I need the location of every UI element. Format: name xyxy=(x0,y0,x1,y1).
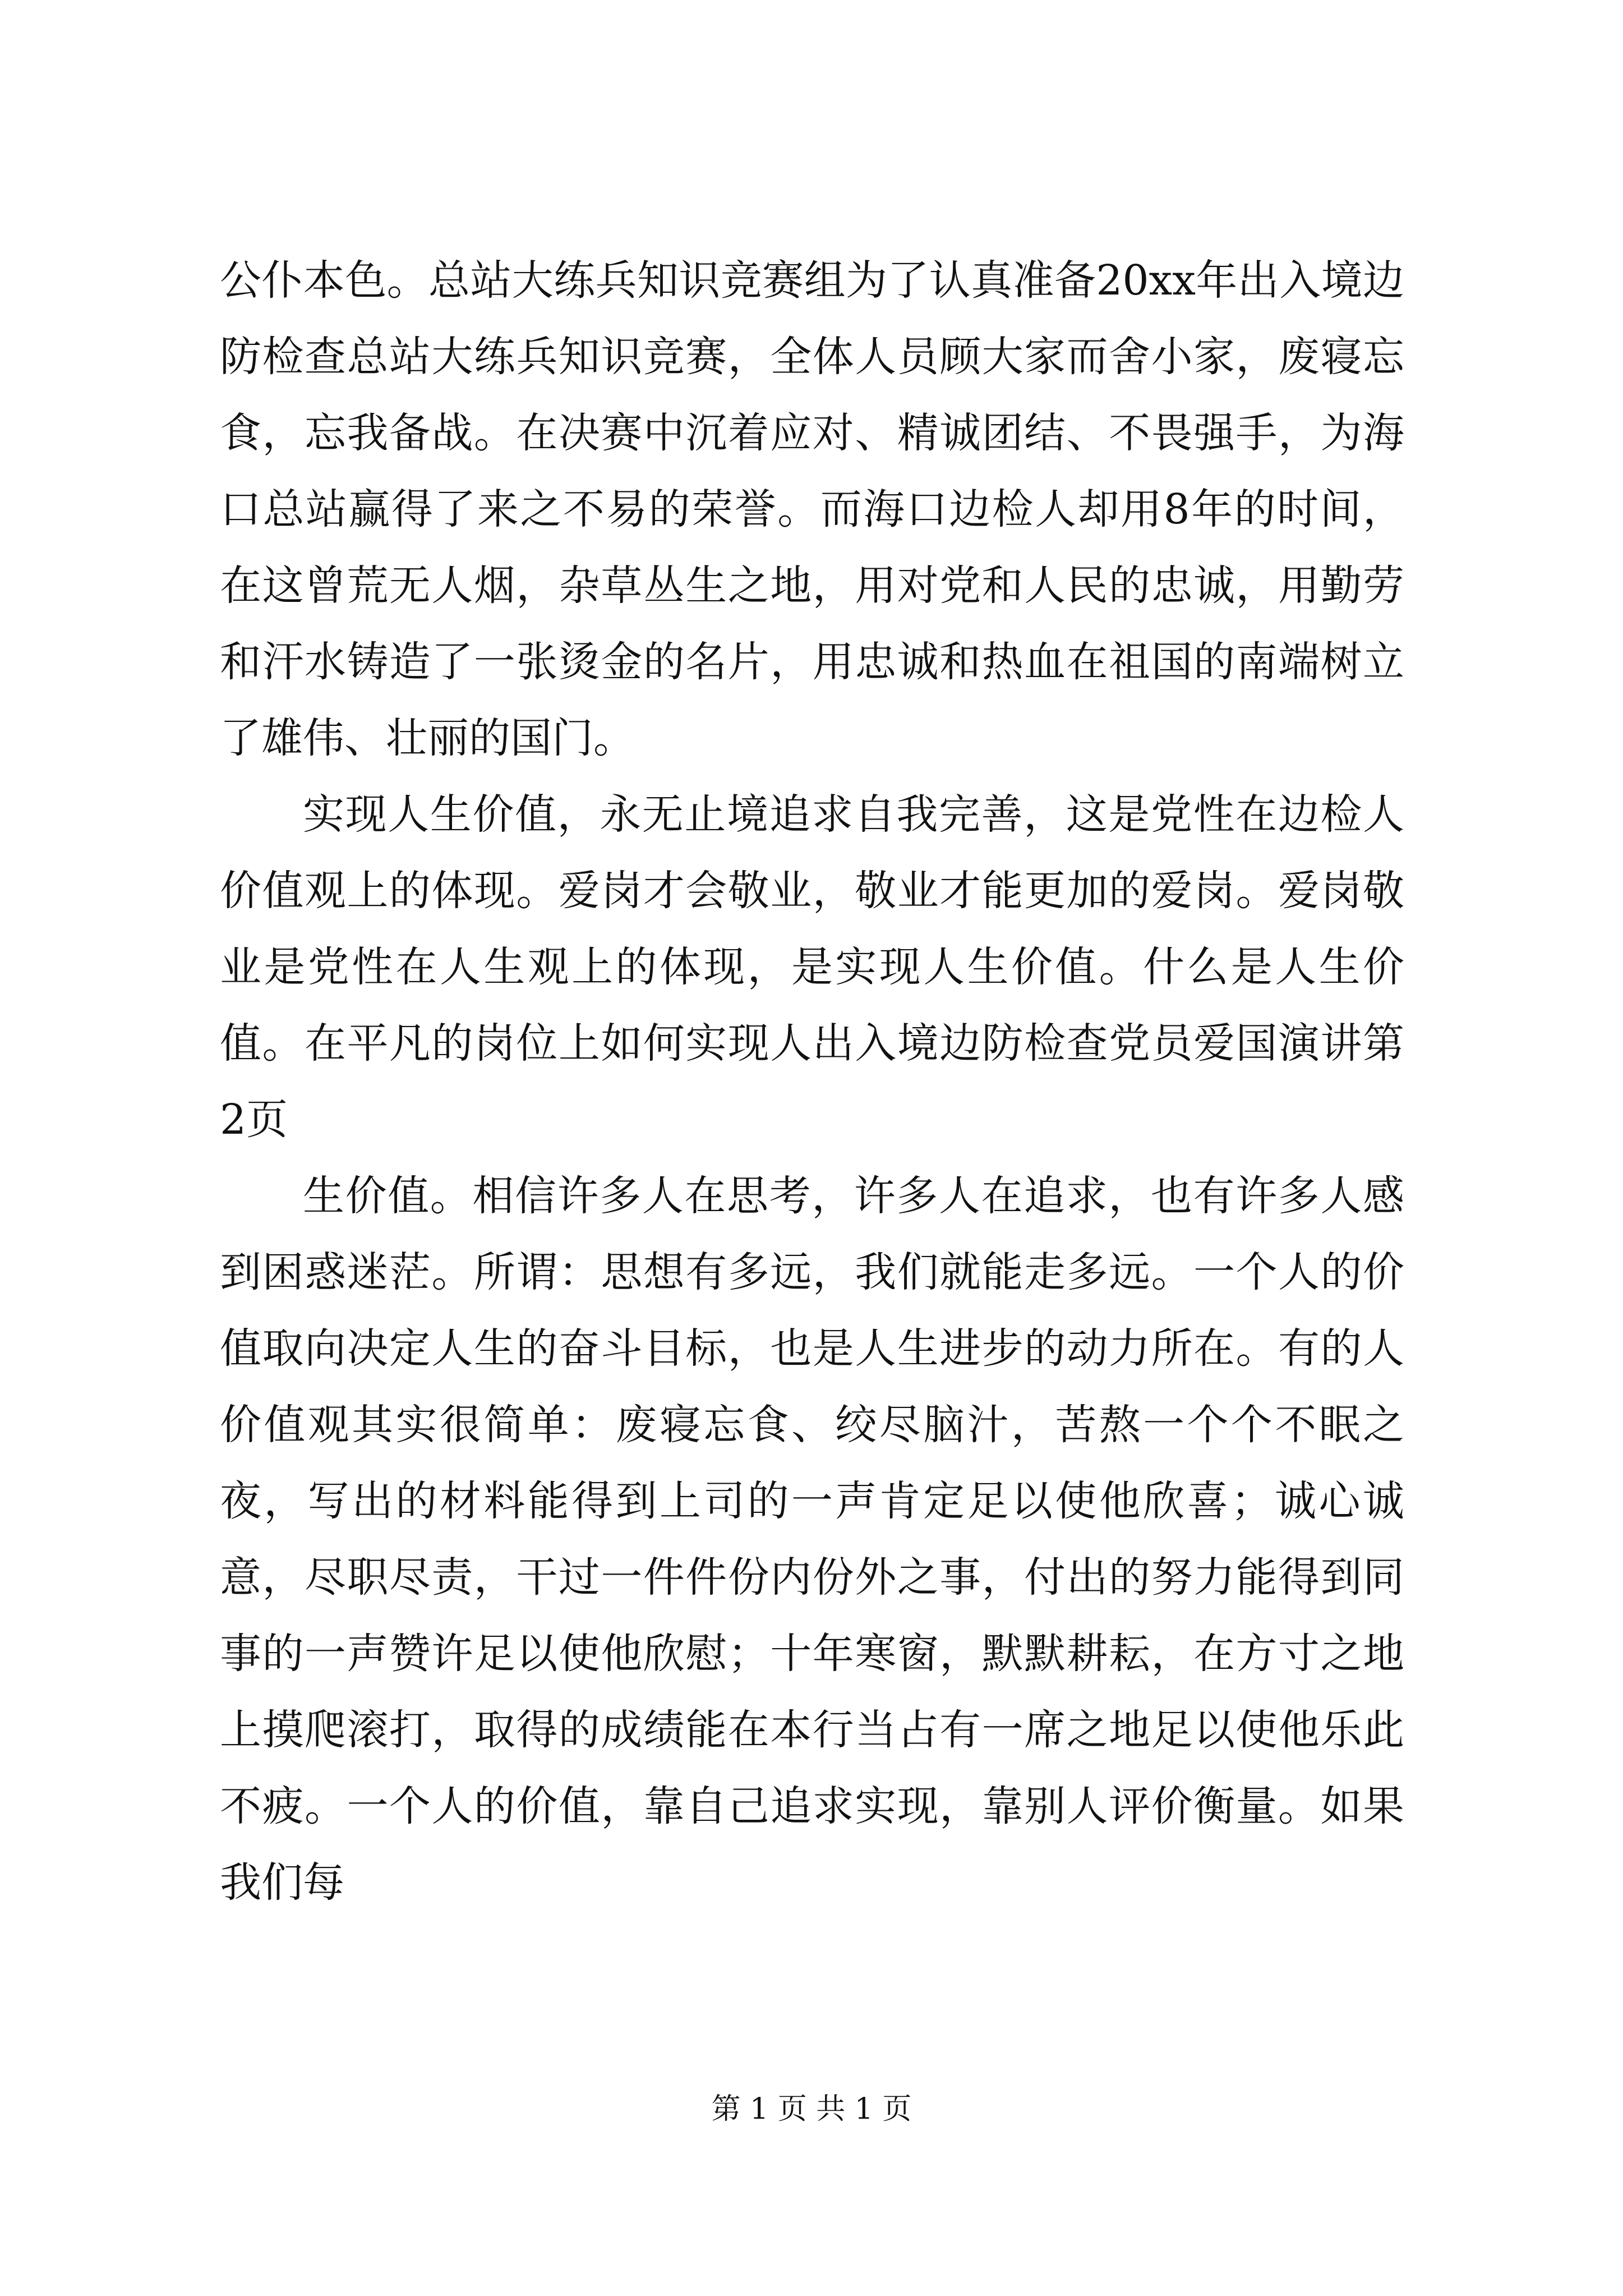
paragraph-2: 实现人生价值，永无止境追求自我完善，这是党性在边检人价值观上的体现。爱岗才会敬业，敬业才能更加的爱岗。爱岗敬业是党性在人生观上的体现，是实现人生价值。什么是人生价值。在平凡的岗位上如何实现人出入境边防检查党员爱国演讲第2页 xyxy=(220,790,1404,1144)
document-body xyxy=(220,242,1404,1921)
paragraph-1: 公仆本色。总站大练兵知识竞赛组为了认真准备20xx年出入境边防检查总站大练兵知识竞赛，全体人员顾大家而舍小家，废寝忘食，忘我备战。在决赛中沉着应对、精诚团结、不畏强手，为海口总站赢得了来之不易的荣誉。而海口边检人却用8年的时间，在这曾荒无人烟，杂草丛生之地，用对党和人民的忠诚，用勤劳和汗水铸造了一张烫金的名片，用忠诚和热血在祖国的南端树立了雄伟、壮丽的国门。 xyxy=(220,256,1404,762)
paragraph-3: 生价值。相信许多人在思考，许多人在追求，也有许多人感到困惑迷茫。所谓：思想有多远，我们就能走多远。一个人的价值取向决定人生的奋斗目标，也是人生进步的动力所在。有的人价值观其实很简单：废寝忘食、绞尽脑汁，苦熬一个个不眠之夜，写出的材料能得到上司的一声肯定足以使他欣喜；诚心诚意，尽职尽责，干过一件件份内份外之事，付出的努力能得到同事的一声赞许足以使他欣慰；十年寒窗，默默耕耘，在方寸之地上摸爬滚打，取得的成绩能在本行当占有一席之地足以使他乐此不疲。一个人的价值，靠自己追求实现，靠别人评价衡量。如果我们每 xyxy=(220,1172,1404,1907)
page-footer: 第 1 页 共 1 页 xyxy=(711,2092,912,2126)
